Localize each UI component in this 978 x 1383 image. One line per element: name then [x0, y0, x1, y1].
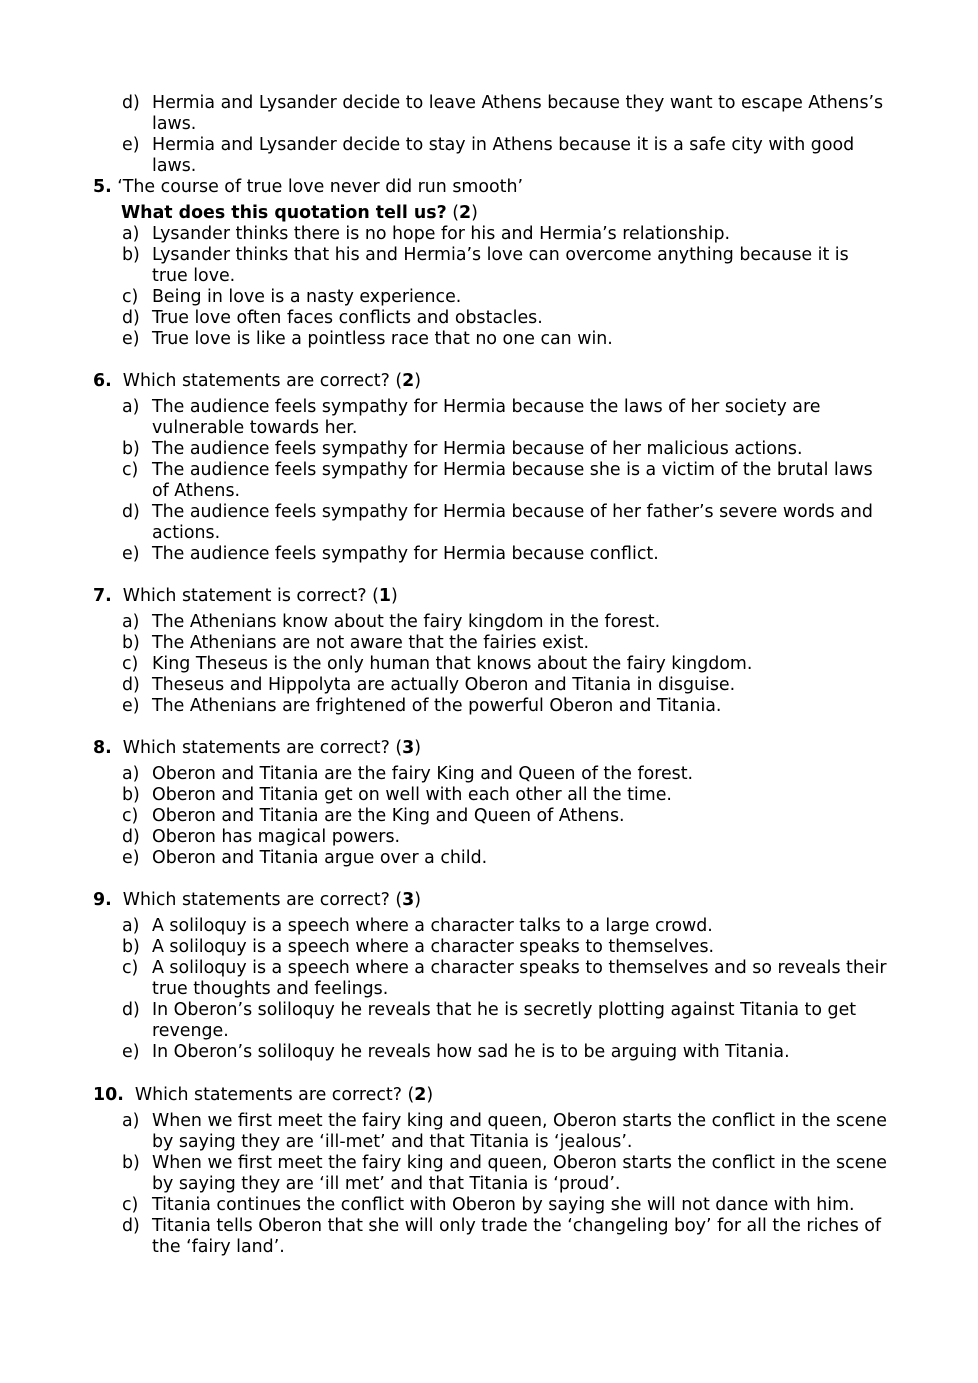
option-text: The audience feels sympathy for Hermia because the laws of her society are vulnerable towards her. [152, 397, 821, 438]
option-d [93, 1000, 887, 1042]
option-letter: e) [122, 1042, 140, 1062]
question-prompt: What does this quotation tell us? [121, 203, 447, 223]
option-text: A soliloquy is a speech where a character speaks to themselves and so reveals their true thoughts and feelings. [152, 958, 887, 999]
question-number: 7. [93, 586, 112, 606]
option-text: The Athenians are frightened of the powerful Oberon and Titania. [152, 696, 722, 716]
option-letter: c) [122, 460, 139, 480]
option-letter: d) [122, 502, 140, 522]
option-letter: d) [122, 1000, 140, 1020]
option-letter: d) [122, 93, 140, 113]
option-a [93, 916, 887, 937]
question-number: 6. [93, 371, 112, 391]
option-letter: b) [122, 937, 140, 957]
question-9 [93, 890, 893, 1063]
option-letter: c) [122, 1195, 139, 1215]
question-number: 9. [93, 890, 112, 910]
option-text: The audience feels sympathy for Hermia because she is a victim of the brutal laws of Athens. [152, 460, 873, 501]
marks-open: ( [452, 203, 460, 223]
option-letter: c) [122, 958, 139, 978]
option-d [93, 502, 887, 544]
question-prompt: Which statements are correct? ( [134, 1085, 415, 1105]
option-c [93, 460, 887, 502]
option-letter: b) [122, 439, 140, 459]
option-letter: e) [122, 696, 140, 716]
question-prompt: Which statements are correct? ( [122, 890, 403, 910]
option-e [93, 848, 887, 869]
option-e [93, 544, 887, 565]
question-6 [93, 371, 893, 565]
option-d [93, 827, 887, 848]
marks-close: ) [414, 890, 422, 910]
marks-value: 3 [402, 890, 415, 910]
question-7-options [93, 612, 893, 717]
option-text: In Oberon’s soliloquy he reveals how sad he is to be arguing with Titania. [152, 1042, 790, 1062]
option-text: A soliloquy is a speech where a character talks to a large crowd. [152, 916, 713, 936]
option-a [93, 764, 887, 785]
option-a [93, 1111, 887, 1153]
question-4-options [93, 93, 893, 177]
option-c [93, 806, 887, 827]
option-d [93, 1216, 887, 1258]
marks-value: 3 [402, 738, 415, 758]
option-letter: b) [122, 633, 140, 653]
option-text: Lysander thinks there is no hope for his and Hermia’s relationship. [152, 224, 731, 244]
option-letter: e) [122, 848, 140, 868]
option-text: Lysander thinks that his and Hermia’s love can overcome anything because it is true love. [152, 245, 849, 286]
option-text: When we first meet the fairy king and queen, Oberon starts the conflict in the scene by saying they are ‘ill met’ and that Titania is ‘proud’. [152, 1153, 887, 1194]
option-text: Theseus and Hippolyta are actually Oberon and Titania in disguise. [152, 675, 736, 695]
marks-value: 1 [378, 586, 391, 606]
question-number: 5. [93, 177, 112, 197]
question-number: 8. [93, 738, 112, 758]
question-5 [93, 177, 893, 350]
option-d [93, 675, 887, 696]
option-letter: e) [122, 135, 140, 155]
question-10-options [93, 1111, 893, 1258]
option-text: Oberon and Titania get on well with each other all the time. [152, 785, 672, 805]
marks-close: ) [426, 1085, 434, 1105]
option-text: Being in love is a nasty experience. [152, 287, 462, 307]
option-e [93, 696, 887, 717]
option-letter: b) [122, 785, 140, 805]
option-letter: c) [122, 806, 139, 826]
option-letter: c) [122, 287, 139, 307]
option-b [93, 1153, 887, 1195]
option-b [93, 785, 887, 806]
option-text: Oberon and Titania are the King and Queen of Athens. [152, 806, 625, 826]
question-4-continued [93, 93, 893, 177]
option-letter: a) [122, 224, 140, 244]
question-5-prompt [121, 203, 893, 224]
question-5-options [93, 224, 893, 350]
option-d [93, 308, 887, 329]
question-quote: ‘The course of true love never did run smooth’ [117, 177, 524, 197]
option-letter: a) [122, 916, 140, 936]
option-a [93, 612, 887, 633]
option-c [93, 1195, 887, 1216]
option-text: Oberon has magical powers. [152, 827, 401, 847]
option-text: Hermia and Lysander decide to leave Athens because they want to escape Athens’s laws. [152, 93, 884, 134]
option-letter: d) [122, 308, 140, 328]
option-letter: e) [122, 544, 140, 564]
option-e [93, 329, 887, 350]
option-text: The audience feels sympathy for Hermia because of her malicious actions. [152, 439, 803, 459]
option-text: Oberon and Titania are the fairy King and Queen of the forest. [152, 764, 694, 784]
option-text: King Theseus is the only human that knows about the fairy kingdom. [152, 654, 753, 674]
question-10 [93, 1085, 893, 1258]
option-text: The audience feels sympathy for Hermia because of her father’s severe words and actions. [152, 502, 873, 543]
question-prompt: Which statement is correct? ( [122, 586, 379, 606]
option-text: A soliloquy is a speech where a character speaks to themselves. [152, 937, 715, 957]
question-6-header [93, 371, 893, 392]
option-d [93, 93, 887, 135]
option-b [93, 439, 887, 460]
question-8-options [93, 764, 893, 869]
question-7-header [93, 586, 893, 607]
marks-value: 2 [459, 203, 472, 223]
option-letter: a) [122, 612, 140, 632]
option-letter: b) [122, 1153, 140, 1173]
option-text: When we first meet the fairy king and queen, Oberon starts the conflict in the scene by saying they are ‘ill-met’ and that Titania is ‘jealous’. [152, 1111, 887, 1152]
question-5-header [93, 177, 893, 198]
option-text: True love is like a pointless race that no one can win. [152, 329, 613, 349]
question-9-header [93, 890, 893, 911]
option-letter: d) [122, 1216, 140, 1236]
question-8-header [93, 738, 893, 759]
option-text: True love often faces conflicts and obstacles. [152, 308, 543, 328]
option-text: Titania tells Oberon that she will only trade the ‘changeling boy’ for all the riches of the ‘fairy land’. [152, 1216, 882, 1257]
option-text: The Athenians are not aware that the fairies exist. [152, 633, 590, 653]
option-e [93, 135, 887, 177]
question-6-options [93, 397, 893, 565]
question-8 [93, 738, 893, 869]
option-text: Oberon and Titania argue over a child. [152, 848, 488, 868]
marks-close: ) [390, 586, 398, 606]
option-a [93, 397, 887, 439]
question-9-options [93, 916, 893, 1063]
marks-close: ) [414, 738, 422, 758]
option-e [93, 1042, 887, 1063]
option-letter: a) [122, 397, 140, 417]
option-c [93, 958, 887, 1000]
option-letter: a) [122, 1111, 140, 1131]
question-10-header [93, 1085, 893, 1106]
option-text: The audience feels sympathy for Hermia because conflict. [152, 544, 659, 564]
question-number: 10. [93, 1085, 124, 1105]
question-7 [93, 586, 893, 717]
option-letter: d) [122, 827, 140, 847]
option-letter: a) [122, 764, 140, 784]
option-a [93, 224, 887, 245]
option-c [93, 654, 887, 675]
marks-value: 2 [414, 1085, 427, 1105]
option-text: Hermia and Lysander decide to stay in Athens because it is a safe city with good laws. [152, 135, 855, 176]
option-c [93, 287, 887, 308]
marks-close: ) [414, 371, 422, 391]
option-text: The Athenians know about the fairy kingdom in the forest. [152, 612, 661, 632]
option-text: In Oberon’s soliloquy he reveals that he is secretly plotting against Titania to get revenge. [152, 1000, 857, 1041]
option-b [93, 633, 887, 654]
marks-close: ) [471, 203, 478, 223]
option-letter: e) [122, 329, 140, 349]
option-text: Titania continues the conflict with Oberon by saying she will not dance with him. [152, 1195, 855, 1215]
marks-value: 2 [402, 371, 415, 391]
question-prompt: Which statements are correct? ( [122, 738, 403, 758]
option-b [93, 937, 887, 958]
option-letter: c) [122, 654, 139, 674]
option-b [93, 245, 887, 287]
option-letter: d) [122, 675, 140, 695]
option-letter: b) [122, 245, 140, 265]
question-prompt: Which statements are correct? ( [122, 371, 403, 391]
